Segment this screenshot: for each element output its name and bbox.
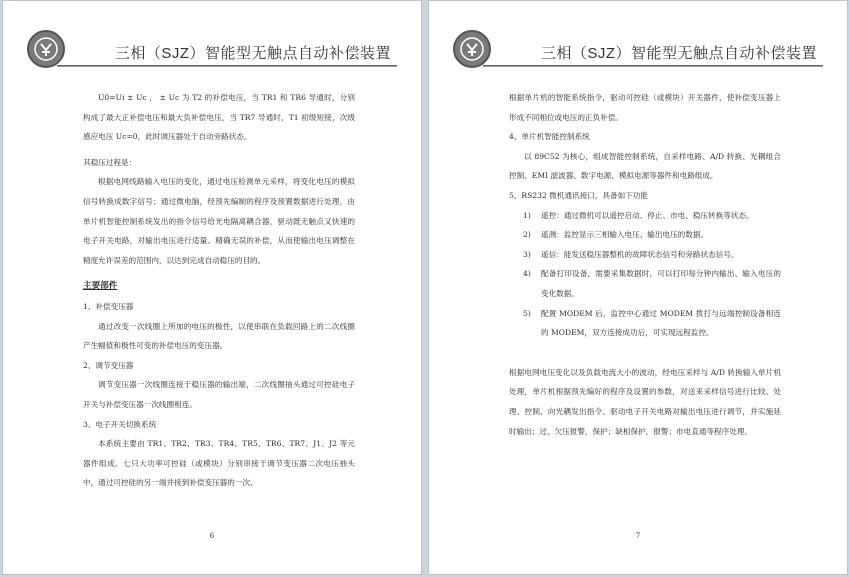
section-title: 主要部件: [83, 281, 118, 292]
list-item: 4) 配备打印设备，需要采集数据时，可以打印每分钟内输出、输入电压的变化数据。: [523, 269, 781, 298]
header-title: 三相（SJZ）智能型无触点自动补偿装置: [540, 45, 817, 62]
paragraph: 本系统主要由 TR1、TR2、TR3、TR4、TR5、TR6、TR7、J1、J2 等元器件组成。七只大功率可控硅（或模块）分别串接于调节变压器二次电压抽头中，通过可控硅的另一端并接到补偿变压器的一次、: [83, 439, 355, 488]
paragraph: 其稳压过程是：: [83, 157, 137, 167]
header-rule: [483, 65, 823, 67]
page-right: [428, 0, 848, 575]
header-rule: [57, 65, 397, 67]
logo-icon: [453, 30, 491, 68]
subsection-title: 4、单片机智能控制系统: [509, 132, 590, 142]
paragraph: 根据电网线路输入电压的变化，通过电压检测单元采样，将变化电压的模拟信号转换成数字信号；通过微电脑，经预先编制的程序及预置数据进行处理，由单片机智能控制系统发出的指令信号给光电隔离耦合器，驱动既无触点又快速的电子开关电路，对输出电压进行适量、精确无误的补偿，从而使输出电压调整在精度允许误差的范围内，以达到完成自动稳压的目的。: [83, 177, 355, 265]
page-body: [509, 88, 781, 441]
list-item: 3) 遥信：能发送稳压器整机的故障状态信号和旁路状态信号。: [523, 249, 739, 259]
list-item: 5) 配置 MODEM 后，监控中心通过 MODEM 拨打与远端控制设备相连的 MODEM，双方连接成功后，可实现远程监控。: [523, 308, 781, 338]
header-title: 三相（SJZ）智能型无触点自动补偿装置: [114, 45, 391, 62]
paragraph: 通过改变一次线圈上所加的电压的极性，以使串联在负载回路上的二次线圈产生幅值和极性可变的补偿电压的变压器。: [83, 321, 355, 351]
page-left: [2, 0, 422, 575]
paragraph: 根据电网电压变化以及负载电流大小的波动，经电压采样与 A/D 转换输入单片机处理，单片机根据预先编好的程序及设置的参数，对送来采样信号进行比较、处理、控制、向光耦发出指令、驱动电子开关电路对输出电压进行调节，并实施延时输出；过、欠压报警，保护；缺相保护，报警；市电直通等程序处理。: [509, 367, 781, 436]
subsection-title: 1、补偿变压器: [83, 301, 134, 311]
page-number: 6: [209, 532, 215, 540]
subsection-title: 3、电子开关切换系统: [83, 419, 157, 429]
page-body: [83, 88, 355, 493]
paragraph: 根据单片机的智能系统指令，驱动可控硅（或模块）开关器件，使补偿变压器上形成不同相位或电压的正负补偿。: [509, 93, 781, 122]
paragraph: 以 89C52 为核心，组成智能控制系统，自采样电路、A/D 转换、光耦组合控制、EMI 滤波器、数字电源、模拟电源等器件和电路组成。: [509, 151, 781, 181]
logo-icon: [27, 30, 65, 68]
page-number: 7: [635, 532, 641, 540]
list-item: 2) 遥测：监控显示三相输入电压、输出电压的数据。: [523, 230, 709, 240]
list-item: 1) 遥控：通过微机可以遥控启动、停止、市电、稳压转换等状态。: [523, 210, 754, 220]
page-header: [453, 28, 823, 70]
subsection-title: 5、RS232 微机通讯接口，具备如下功能: [509, 190, 648, 200]
paragraph: U0=Ui ± Uc ， ± Uc 为 T2 的补偿电压，当 TR1 和 TR6 导通时，分别构成了最大正补偿电压和最大负补偿电压，当 TR7 导通时，T1 初级短接，次级感应电压 Uc=0，此时调压器处于自动旁路状态。: [83, 93, 355, 142]
subsection-title: 2、调节变压器: [83, 360, 134, 370]
page-header: [27, 28, 397, 70]
paragraph: 调节变压器一次线圈连接于稳压器的输出端，二次线圈抽头通过可控硅电子开关与补偿变压器一次线圈相连。: [83, 380, 355, 409]
